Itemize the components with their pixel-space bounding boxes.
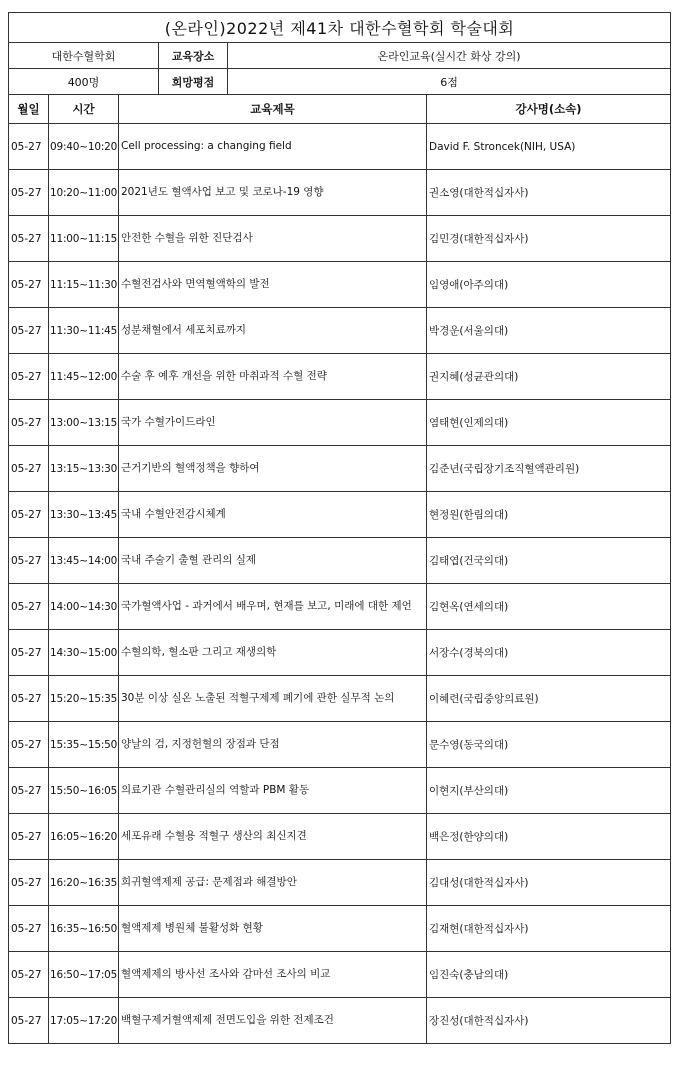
- session-date: 05-27: [9, 630, 49, 676]
- session-date: 05-27: [9, 860, 49, 906]
- session-speaker: 임진숙(충남의대): [427, 952, 671, 998]
- schedule-body: [9, 13, 671, 1044]
- session-topic: 수술 후 예후 개선을 위한 마취과적 수혈 전략: [119, 354, 427, 400]
- table-row: [9, 906, 671, 952]
- organizer: 대한수혈학회: [9, 43, 159, 69]
- session-speaker: 김재현(대한적십자사): [427, 906, 671, 952]
- session-speaker: 김민경(대한적십자사): [427, 216, 671, 262]
- session-topic: 국가 수혈가이드라인: [119, 400, 427, 446]
- session-time: 16:50~17:05: [49, 952, 119, 998]
- session-time: 11:15~11:30: [49, 262, 119, 308]
- session-time: 16:35~16:50: [49, 906, 119, 952]
- session-time: 17:05~17:20: [49, 998, 119, 1044]
- info-row-score: [9, 69, 671, 95]
- session-date: 05-27: [9, 492, 49, 538]
- session-date: 05-27: [9, 216, 49, 262]
- session-date: 05-27: [9, 354, 49, 400]
- session-speaker: 김현옥(연세의대): [427, 584, 671, 630]
- session-topic: 혈액제제 병원체 불활성화 현황: [119, 906, 427, 952]
- session-speaker: 김태엽(건국의대): [427, 538, 671, 584]
- session-date: 05-27: [9, 814, 49, 860]
- session-time: 13:15~13:30: [49, 446, 119, 492]
- column-header-row: [9, 95, 671, 124]
- table-row: [9, 998, 671, 1044]
- column-header-topic: 교육제목: [119, 95, 427, 124]
- session-topic: Cell processing: a changing field: [119, 124, 427, 170]
- session-topic: 혈액제제의 방사선 조사와 감마선 조사의 비교: [119, 952, 427, 998]
- session-time: 15:35~15:50: [49, 722, 119, 768]
- table-row: [9, 538, 671, 584]
- session-date: 05-27: [9, 538, 49, 584]
- column-header-speaker: 강사명(소속): [427, 95, 671, 124]
- session-time: 16:20~16:35: [49, 860, 119, 906]
- session-topic: 세포유래 수혈용 적혈구 생산의 최신지견: [119, 814, 427, 860]
- session-topic: 수혈의학, 혈소판 그리고 재생의학: [119, 630, 427, 676]
- session-topic: 안전한 수혈을 위한 진단검사: [119, 216, 427, 262]
- capacity: 400명: [9, 69, 159, 95]
- table-row: [9, 308, 671, 354]
- table-row: [9, 722, 671, 768]
- session-topic: 30분 이상 실온 노출된 적혈구제제 폐기에 관한 실무적 논의: [119, 676, 427, 722]
- table-row: [9, 492, 671, 538]
- score-label: 희망평점: [159, 69, 228, 95]
- session-date: 05-27: [9, 170, 49, 216]
- table-row: [9, 860, 671, 906]
- location-value: 온라인교육(실시간 화상 강의): [228, 43, 671, 69]
- session-topic: 양날의 검, 지정헌혈의 장점과 단점: [119, 722, 427, 768]
- session-speaker: 염태현(인제의대): [427, 400, 671, 446]
- session-speaker: 현정원(한림의대): [427, 492, 671, 538]
- table-row: [9, 446, 671, 492]
- table-row: [9, 400, 671, 446]
- session-time: 13:00~13:15: [49, 400, 119, 446]
- session-date: 05-27: [9, 998, 49, 1044]
- table-row: [9, 952, 671, 998]
- session-topic: 국내 주술기 출혈 관리의 실제: [119, 538, 427, 584]
- session-speaker: 문수영(동국의대): [427, 722, 671, 768]
- session-speaker: 백은정(한양의대): [427, 814, 671, 860]
- session-date: 05-27: [9, 400, 49, 446]
- table-row: [9, 676, 671, 722]
- session-time: 11:45~12:00: [49, 354, 119, 400]
- session-topic: 국내 수혈안전감시체계: [119, 492, 427, 538]
- session-speaker: 김준년(국립장기조직혈액관리원): [427, 446, 671, 492]
- table-row: [9, 216, 671, 262]
- session-time: 14:30~15:00: [49, 630, 119, 676]
- session-speaker: 권지혜(성균관의대): [427, 354, 671, 400]
- session-date: 05-27: [9, 308, 49, 354]
- page-title: (온라인)2022년 제41차 대한수혈학회 학술대회: [9, 13, 671, 43]
- session-time: 11:00~11:15: [49, 216, 119, 262]
- session-time: 09:40~10:20: [49, 124, 119, 170]
- table-row: [9, 768, 671, 814]
- session-date: 05-27: [9, 124, 49, 170]
- session-speaker: David F. Stroncek(NIH, USA): [427, 124, 671, 170]
- session-time: 13:45~14:00: [49, 538, 119, 584]
- session-time: 11:30~11:45: [49, 308, 119, 354]
- session-time: 14:00~14:30: [49, 584, 119, 630]
- table-row: [9, 170, 671, 216]
- session-topic: 희귀혈액제제 공급: 문제점과 해결방안: [119, 860, 427, 906]
- session-topic: 백혈구제거혈액제제 전면도입을 위한 전제조건: [119, 998, 427, 1044]
- table-row: [9, 262, 671, 308]
- session-time: 13:30~13:45: [49, 492, 119, 538]
- session-speaker: 서장수(경북의대): [427, 630, 671, 676]
- session-date: 05-27: [9, 262, 49, 308]
- table-row: [9, 354, 671, 400]
- session-date: 05-27: [9, 446, 49, 492]
- session-topic: 국가혈액사업 - 과거에서 배우며, 현재를 보고, 미래에 대한 제언: [119, 584, 427, 630]
- session-date: 05-27: [9, 584, 49, 630]
- session-date: 05-27: [9, 952, 49, 998]
- session-date: 05-27: [9, 768, 49, 814]
- column-header-date: 월일: [9, 95, 49, 124]
- session-speaker: 임영애(아주의대): [427, 262, 671, 308]
- location-label: 교육장소: [159, 43, 228, 69]
- session-time: 16:05~16:20: [49, 814, 119, 860]
- session-time: 15:20~15:35: [49, 676, 119, 722]
- session-speaker: 장진성(대한적십자사): [427, 998, 671, 1044]
- score-value: 6점: [228, 69, 671, 95]
- table-row: [9, 630, 671, 676]
- lecture-schedule-table: [8, 12, 671, 1044]
- session-speaker: 이현지(부산의대): [427, 768, 671, 814]
- info-row-location: [9, 43, 671, 69]
- session-date: 05-27: [9, 722, 49, 768]
- session-time: 10:20~11:00: [49, 170, 119, 216]
- session-topic: 근거기반의 혈액정책을 향하여: [119, 446, 427, 492]
- session-speaker: 권소영(대한적십자사): [427, 170, 671, 216]
- session-time: 15:50~16:05: [49, 768, 119, 814]
- session-topic: 2021년도 혈액사업 보고 및 코로나-19 영향: [119, 170, 427, 216]
- table-row: [9, 584, 671, 630]
- table-row: [9, 124, 671, 170]
- session-date: 05-27: [9, 906, 49, 952]
- session-topic: 성분채혈에서 세포치료까지: [119, 308, 427, 354]
- session-topic: 의료기관 수혈관리실의 역할과 PBM 활동: [119, 768, 427, 814]
- column-header-time: 시간: [49, 95, 119, 124]
- session-speaker: 박경운(서울의대): [427, 308, 671, 354]
- table-row: [9, 814, 671, 860]
- session-topic: 수혈전검사와 면역혈액학의 발전: [119, 262, 427, 308]
- session-speaker: 이혜련(국립중앙의료원): [427, 676, 671, 722]
- session-date: 05-27: [9, 676, 49, 722]
- session-speaker: 김대성(대한적십자사): [427, 860, 671, 906]
